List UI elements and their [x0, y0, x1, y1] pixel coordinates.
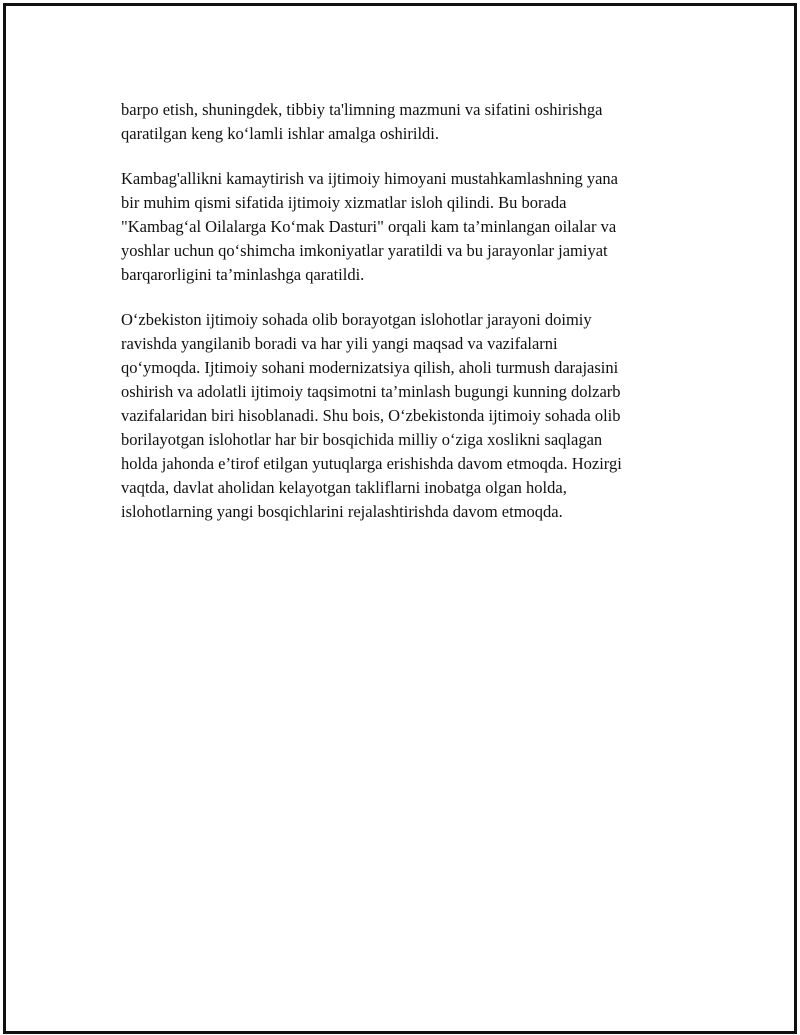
text-line: barqarorligini ta’minlashga qaratildi.: [121, 265, 365, 284]
text-line: vazifalaridan biri hisoblanadi. Shu bois, O‘zbekistonda ijtimoiy sohada olib: [121, 406, 621, 425]
text-line: vaqtda, davlat aholidan kelayotgan takliflarni inobatga olgan holda,: [121, 478, 567, 497]
text-line: yoshlar uchun qo‘shimcha imkoniyatlar yaratildi va bu jarayonlar jamiyat: [121, 241, 608, 260]
text-line: borilayotgan islohotlar har bir bosqichida milliy o‘ziga xoslikni saqlagan: [121, 430, 603, 449]
text-line: "Kambag‘al Oilalarga Ko‘mak Dasturi" orqali kam ta’minlangan oilalar va: [121, 217, 617, 236]
text-line: ravishda yangilanib boradi va har yili yangi maqsad va vazifalarni: [121, 334, 558, 353]
paragraph-2: [121, 167, 691, 287]
text-line: oshirish va adolatli ijtimoiy taqsimotni ta’minlash bugungi kunning dolzarb: [121, 382, 621, 401]
text-line: barpo etish, shuningdek, tibbiy ta'limning mazmuni va sifatini oshirishga: [121, 100, 603, 119]
document-body: [121, 98, 691, 545]
text-line: islohotlarning yangi bosqichlarini rejalashtirishda davom etmoqda.: [121, 502, 563, 521]
paragraph-1: [121, 98, 691, 146]
text-line: qaratilgan keng ko‘lamli ishlar amalga oshirildi.: [121, 124, 439, 143]
page-frame: [3, 3, 797, 1034]
text-line: qo‘ymoqda. Ijtimoiy sohani modernizatsiya qilish, aholi turmush darajasini: [121, 358, 619, 377]
text-line: bir muhim qismi sifatida ijtimoiy xizmatlar isloh qilindi. Bu borada: [121, 193, 567, 212]
text-line: holda jahonda e’tirof etilgan yutuqlarga erishishda davom etmoqda. Hozirgi: [121, 454, 622, 473]
text-line: O‘zbekiston ijtimoiy sohada olib borayotgan islohotlar jarayoni doimiy: [121, 310, 592, 329]
text-line: Kambag'allikni kamaytirish va ijtimoiy himoyani mustahkamlashning yana: [121, 169, 618, 188]
paragraph-3: [121, 308, 691, 524]
